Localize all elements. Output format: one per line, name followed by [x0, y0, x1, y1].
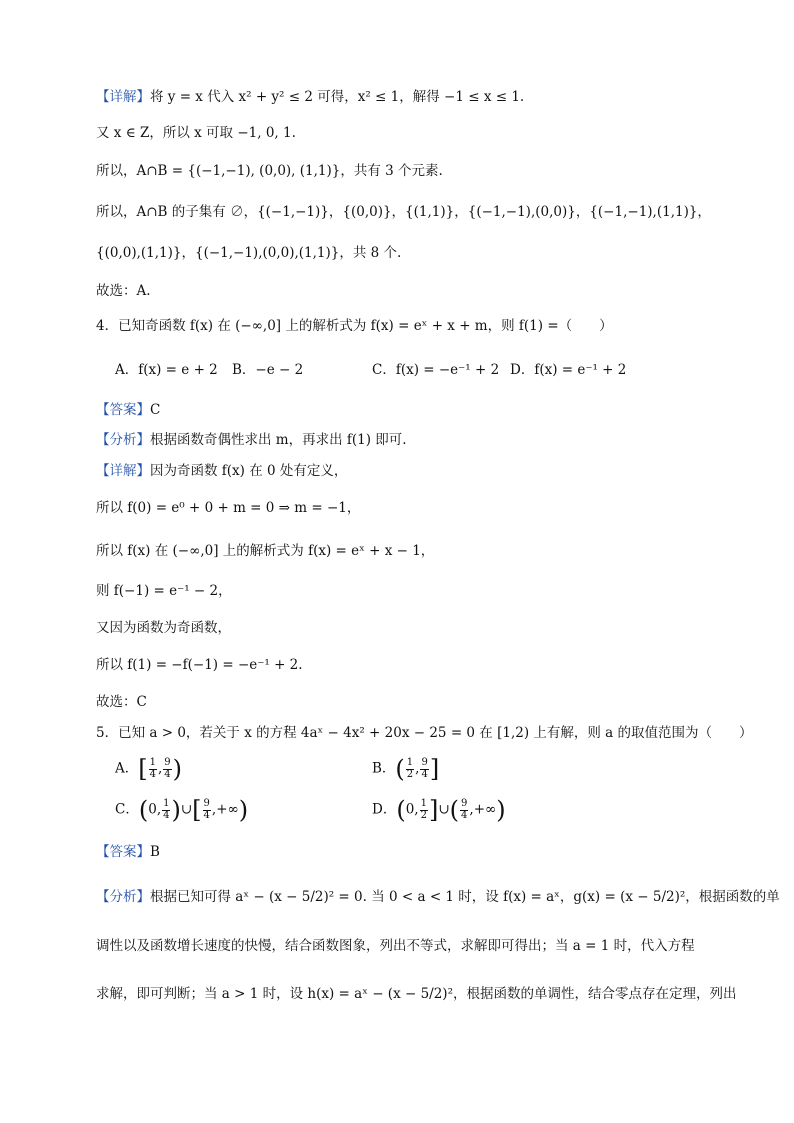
q4-step-2: 所以 f(x) 在 (−∞,0] 上的解析式为 f(x) = eˣ + x − 1， [96, 543, 435, 559]
answer-value: C [150, 402, 161, 418]
sol3-detail-line [96, 91, 524, 105]
q4-step-4: 又因为函数为奇函数， [96, 620, 231, 636]
right-bracket-icon: ] [429, 755, 440, 783]
analysis-tag: 【分析】 [96, 889, 150, 905]
q4-detail-line [96, 465, 347, 479]
q5-option-a: A．[ $\frac{1}{4}$ , $\frac{9}{4}$ ) [115, 755, 183, 783]
q5-stem: 5．已知 a > 0，若关于 x 的方程 4aˣ − 4x² + 20x − 25 = 0 在 [1,2) 上有解，则 a 的取值范围为（ ） [96, 725, 753, 741]
fraction: $\frac{1}{2}$ [420, 798, 427, 821]
left-paren-icon: ( [396, 796, 406, 824]
fraction: $\frac{9}{4}$ [203, 798, 210, 821]
right-paren-icon: ) [496, 796, 506, 824]
fraction: $\frac{9}{4}$ [164, 757, 171, 780]
fraction: $\frac{1}{2}$ [406, 757, 414, 780]
answer-value: B [150, 844, 160, 860]
q4-option-d: D．f(x) = e⁻¹ + 2 [510, 362, 627, 378]
q5-option-c: C．(0, $\frac{1}{4}$ )∪[ $\frac{9}{4}$ ,+∞) [115, 796, 249, 824]
sol3-line-5: {(0,0),(1,1)}，{(−1,−1),(0,0),(1,1)}，共 8 个. [96, 245, 402, 261]
q4-analysis-line [96, 434, 407, 448]
right-paren-icon: ) [171, 796, 181, 824]
answer-tag: 【答案】 [96, 844, 150, 860]
sol3-line-4: 所以，A∩B 的子集有 ∅，{(−1,−1)}，{(0,0)}，{(1,1)}，{(−1,−1),(0,0)}，{(−1,−1),(1,1)}， [96, 204, 711, 220]
left-paren-icon: ( [395, 755, 405, 783]
option-label: B． [372, 760, 396, 777]
analysis-tag: 【分析】 [96, 432, 150, 448]
q5-analysis-line-1 [96, 891, 780, 905]
sol3-line-3: 所以，A∩B = {(−1,−1), (0,0), (1,1)}，共有 3 个元素. [96, 163, 443, 179]
q4-answer-line [96, 404, 160, 418]
right-paren-icon: ) [172, 755, 183, 783]
detail-tag: 【详解】 [96, 89, 150, 105]
option-label: C． [115, 801, 139, 818]
q4-choose: 故选：C [96, 694, 147, 710]
fraction: $\frac{1}{4}$ [149, 757, 156, 780]
q4-step-5: 所以 f(1) = −f(−1) = −e⁻¹ + 2. [96, 657, 303, 673]
detail-text: 因为奇函数 f(x) 在 0 处有定义， [150, 463, 348, 479]
fraction: $\frac{9}{4}$ [421, 757, 428, 780]
sol3-line-2: 又 x ∈ Z，所以 x 可取 −1, 0, 1. [96, 125, 296, 141]
fraction: $\frac{9}{4}$ [461, 798, 468, 821]
q5-option-b: B．( $\frac{1}{2}$ , $\frac{9}{4}$ ] [372, 755, 440, 783]
detail-tag: 【详解】 [96, 463, 150, 479]
right-paren-icon: ) [238, 796, 249, 824]
left-paren-icon: ( [449, 796, 460, 824]
sol3-answer: 故选：A. [96, 283, 151, 299]
analysis-text: 根据已知可得 aˣ − (x − 5/2)² = 0. 当 0 < a < 1 时，设 f(x) = aˣ，g(x) = (x − 5/2)²，根据函数的单 [150, 889, 780, 905]
q5-option-d: D．(0, $\frac{1}{2}$ ]∪( $\frac{9}{4}$ ,+∞) [372, 796, 506, 824]
q5-answer-line [96, 846, 160, 860]
q4-step-1: 所以 f(0) = e⁰ + 0 + m = 0 ⇒ m = −1， [96, 500, 361, 516]
right-bracket-icon: ] [428, 796, 439, 824]
left-bracket-icon: [ [192, 796, 202, 824]
union-icon: ∪ [180, 801, 193, 818]
q4-option-c: C．f(x) = −e⁻¹ + 2 [372, 362, 500, 378]
q4-option-b: B．−e − 2 [232, 362, 304, 378]
left-bracket-icon: [ [138, 755, 148, 783]
left-paren-icon: ( [138, 796, 149, 824]
analysis-text: 根据函数奇偶性求出 m，再求出 f(1) 即可. [150, 432, 407, 448]
q4-stem: 4．已知奇函数 f(x) 在 (−∞,0] 上的解析式为 f(x) = eˣ + x + m，则 f(1) =（ ） [96, 318, 613, 334]
detail-text: 将 y = x 代入 x² + y² ≤ 2 可得，x² ≤ 1，解得 −1 ≤ x ≤ 1. [150, 89, 525, 105]
fraction: $\frac{1}{4}$ [163, 798, 170, 821]
q5-analysis-line-3: 求解，即可判断；当 a > 1 时，设 h(x) = aˣ − (x − 5/2)²，根据函数的单调性，结合零点存在定理，列出 [96, 986, 737, 1002]
answer-tag: 【答案】 [96, 402, 150, 418]
union-icon: ∪ [438, 801, 450, 818]
q5-analysis-line-2: 调性以及函数增长速度的快慢，结合函数图象，列出不等式，求解即可得出；当 a = 1 时，代入方程 [96, 938, 695, 954]
q4-step-3: 则 f(−1) = e⁻¹ − 2， [96, 583, 232, 599]
option-label: A． [115, 760, 139, 777]
option-label: D． [372, 801, 397, 818]
q4-option-a: A．f(x) = e + 2 [115, 362, 218, 378]
